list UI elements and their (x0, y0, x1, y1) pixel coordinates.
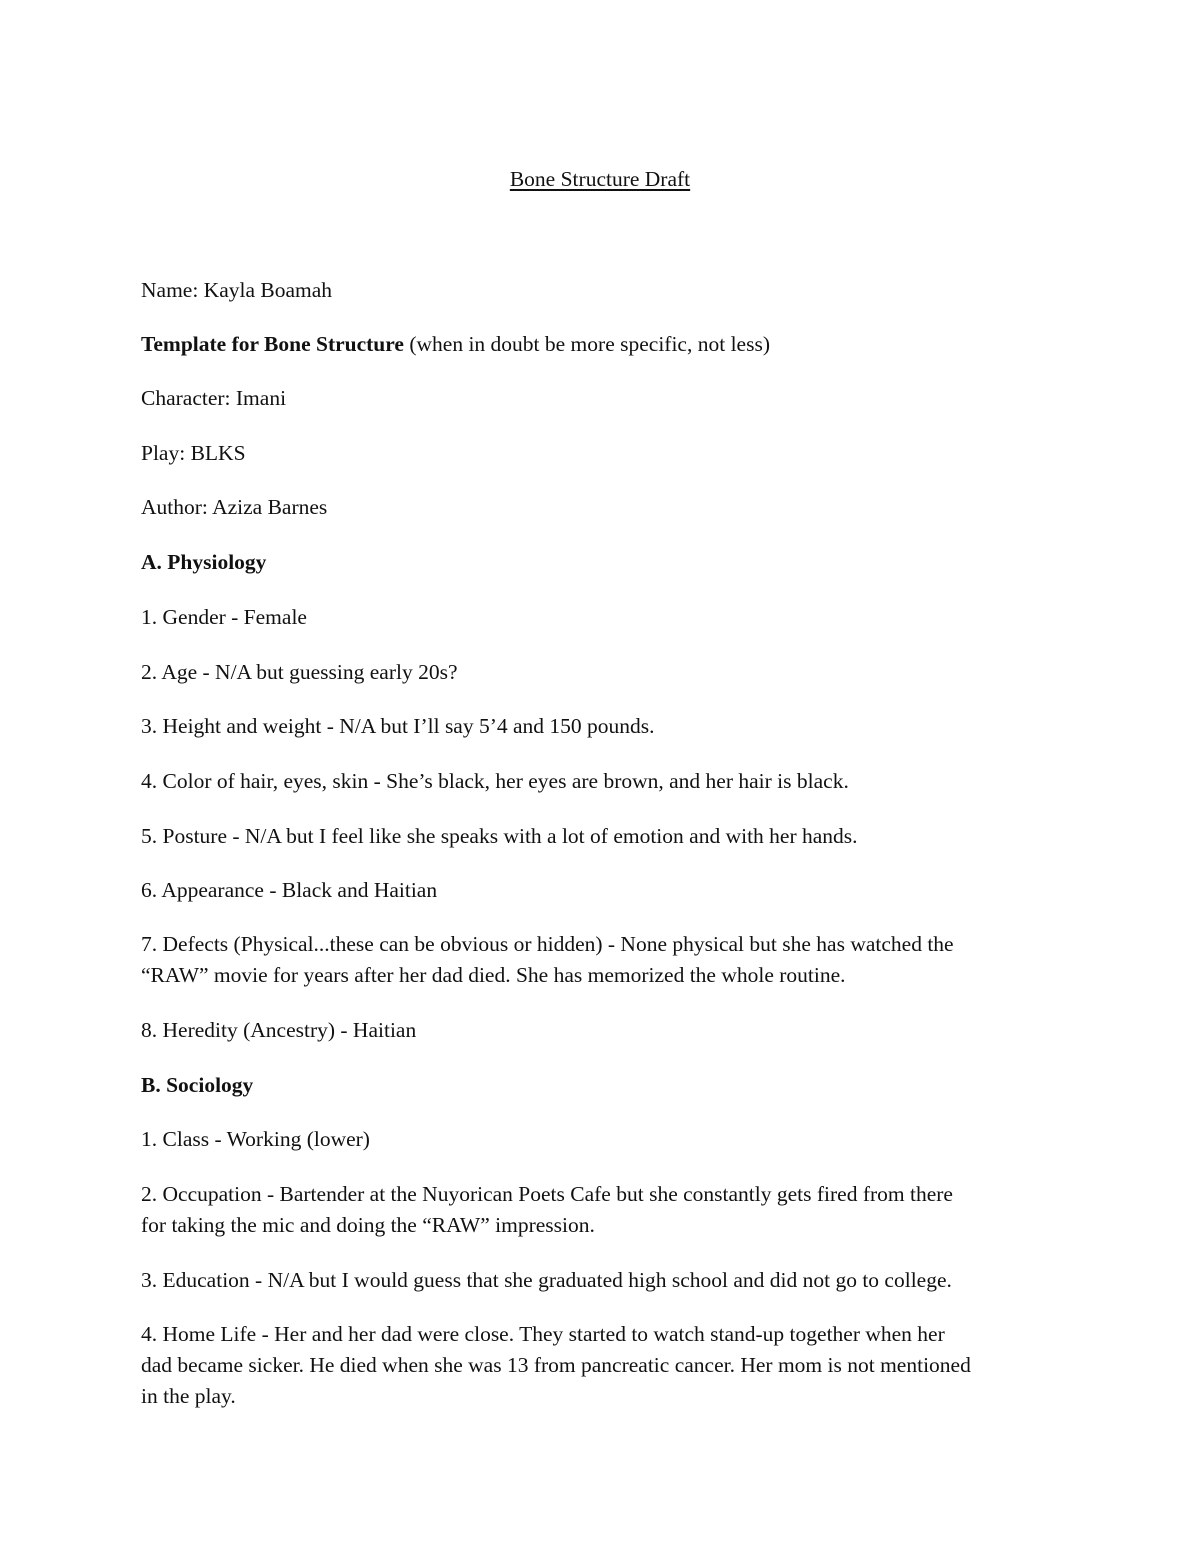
defects-line-2: “RAW” movie for years after her dad died. She has memorized the whole routine. (141, 963, 846, 987)
home-life-line-2: dad became sicker. He died when she was 13 from pancreatic cancer. Her mom is not mentioned (141, 1353, 971, 1377)
list-item: 1. Gender - Female (141, 605, 307, 629)
defects-line-1: 7. Defects (Physical...these can be obvious or hidden) - None physical but she has watched the (141, 932, 954, 956)
template-line (141, 329, 1061, 360)
occupation-line-2: for taking the mic and doing the “RAW” impression. (141, 1213, 595, 1237)
list-item: 2. Age - N/A but guessing early 20s? (141, 660, 458, 684)
occupation-line-1: 2. Occupation - Bartender at the Nuyorican Poets Cafe but she constantly gets fired from there (141, 1182, 953, 1206)
list-item: 3. Height and weight - N/A but I’ll say 5’4 and 150 pounds. (141, 714, 655, 738)
list-item: 4. Color of hair, eyes, skin - She’s black, her eyes are brown, and her hair is black. (141, 769, 849, 793)
home-life-line-1: 4. Home Life - Her and her dad were close. They started to watch stand-up together when her (141, 1322, 945, 1346)
sociology-heading-text: B. Sociology (141, 1073, 254, 1097)
home-life-line-3: in the play. (141, 1384, 236, 1408)
name-line: Name: Kayla Boamah (141, 278, 333, 302)
occupation-item (141, 1179, 1061, 1241)
play-line: Play: BLKS (141, 441, 246, 465)
list-item: 5. Posture - N/A but I feel like she speaks with a lot of emotion and with her hands. (141, 824, 858, 848)
sociology-heading (141, 1070, 1061, 1101)
class-item: 1. Class - Working (lower) (141, 1127, 370, 1151)
document-title (0, 165, 1200, 193)
author-line: Author: Aziza Barnes (141, 495, 328, 519)
physiology-heading-text: A. Physiology (141, 550, 267, 574)
physiology-heading (141, 547, 1061, 578)
character-line: Character: Imani (141, 386, 287, 410)
heredity-item: 8. Heredity (Ancestry) - Haitian (141, 1018, 417, 1042)
home-life-item (141, 1319, 1061, 1412)
template-label: Template for Bone Structure (141, 332, 404, 356)
template-note: (when in doubt be more specific, not less) (403, 332, 770, 356)
defects-item (141, 929, 1061, 991)
education-item: 3. Education - N/A but I would guess that she graduated high school and did not go to college. (141, 1268, 952, 1292)
list-item: 6. Appearance - Black and Haitian (141, 878, 438, 902)
document-title-text: Bone Structure Draft (509, 167, 691, 191)
